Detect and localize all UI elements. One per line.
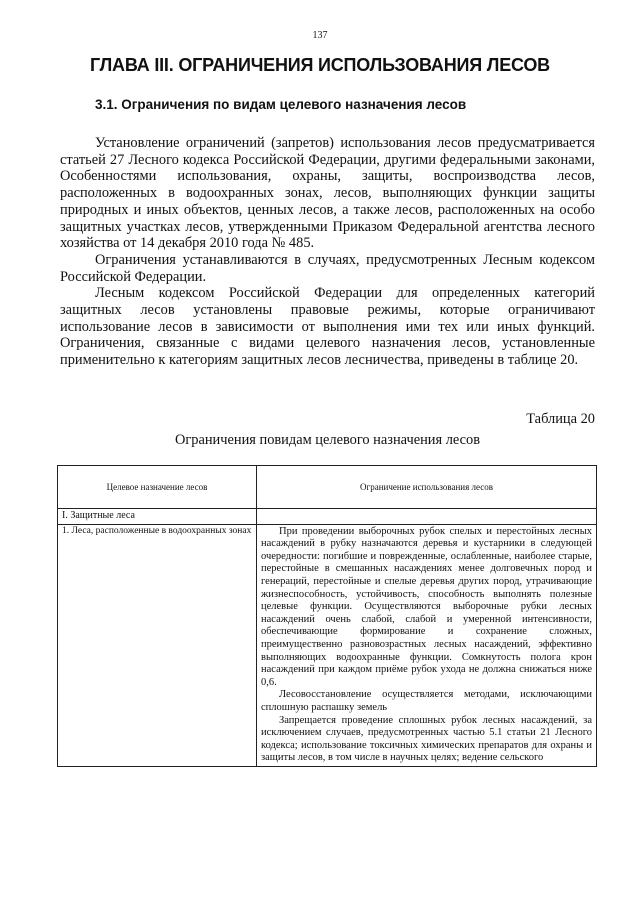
table-group-row <box>58 509 597 525</box>
body-text <box>60 135 595 369</box>
group-empty-cell <box>257 509 597 525</box>
restriction-cell <box>257 524 597 766</box>
restrictions-table <box>57 465 597 767</box>
table-header-row <box>58 466 597 509</box>
table-caption: Ограничения повидам целевого назначения лесов <box>174 432 481 448</box>
table-row <box>58 524 597 766</box>
chapter-title: ГЛАВА III. ОГРАНИЧЕНИЯ ИСПОЛЬЗОВАНИЯ ЛЕСОВ <box>90 55 550 75</box>
column-header-purpose: Целевое назначение лесов <box>58 466 257 509</box>
restriction-paragraph: Лесовосстановление осуществляется методами, исключающими сплошную распашку земель <box>261 689 592 713</box>
group-label: I. Защитные леса <box>58 509 257 525</box>
column-header-restriction: Ограничение использования лесов <box>257 466 597 509</box>
restriction-paragraph: При проведении выборочных рубок спелых и перестойных лесных насаждений в рубку назначаются деревья и кустарники в следующей очередности: погибшие и поврежденные, ослабленные, наиболее старые, перестойные в смешанных насаждениях менее долговечных пород и генераций, перестойные и спелые деревья других пород, утрачивающие жизнеспособность, устойчивость, способность выполнять полезные целевые функции. Осуществляются выборочные рубки лесных насаждений очень слабой, слабой и умеренной интенсивности, обеспечивающие формирование и сохранение сложных, преимущественно разновозрастных лесных насаждений, эффективно выполняющих водоохранные функции. Сомкнутость полога крон насаждений при каждом приёме рубок ухода не должна снижаться ниже 0,6. <box>261 525 592 688</box>
table-label: Таблица 20 <box>526 411 595 427</box>
restriction-paragraph: Запрещается проведение сплошных рубок лесных насаждений, за исключением случаев, предусмотренных частью 5.1 статьи 21 Лесного кодекса; использование токсичных химических препаратов для охраны и защиты лесов, в том числе в научных целях; ведение сельского <box>261 714 592 764</box>
paragraph: Лесным кодексом Российской Федерации для определенных категорий защитных лесов установлены правовые режимы, которые ограничивают использование лесов в зависимости от выполнения ими тех или иных функций. Ограничения, связанные с видами целевого назначения лесов, установленные применительно к категориям защитных лесов лесничества, приведены в таблице 20. <box>60 285 595 369</box>
paragraph: Установление ограничений (запретов) использования лесов предусматривается статьей 27 Лесного кодекса Российской Федерации, другими федеральными законами, Особенностями использования, охраны, защиты, воспроизводства лесов, расположенных в водоохранных зонах, лесов, выполняющих функции защиты природных и иных объектов, ценных лесов, а также лесов, расположенных на особо защитных участках лесов, утвержденными Приказом Федеральной агентства лесного хозяйства от 14 декабря 2010 года № 485. <box>60 135 595 252</box>
section-title: 3.1. Ограничения по видам целевого назначения лесов <box>95 97 467 112</box>
paragraph: Ограничения устанавливаются в случаях, предусмотренных Лесным кодексом Российской Федерации. <box>60 251 595 285</box>
category-cell: 1. Леса, расположенные в водоохранных зонах <box>58 524 257 766</box>
page-number: 137 <box>312 30 328 41</box>
